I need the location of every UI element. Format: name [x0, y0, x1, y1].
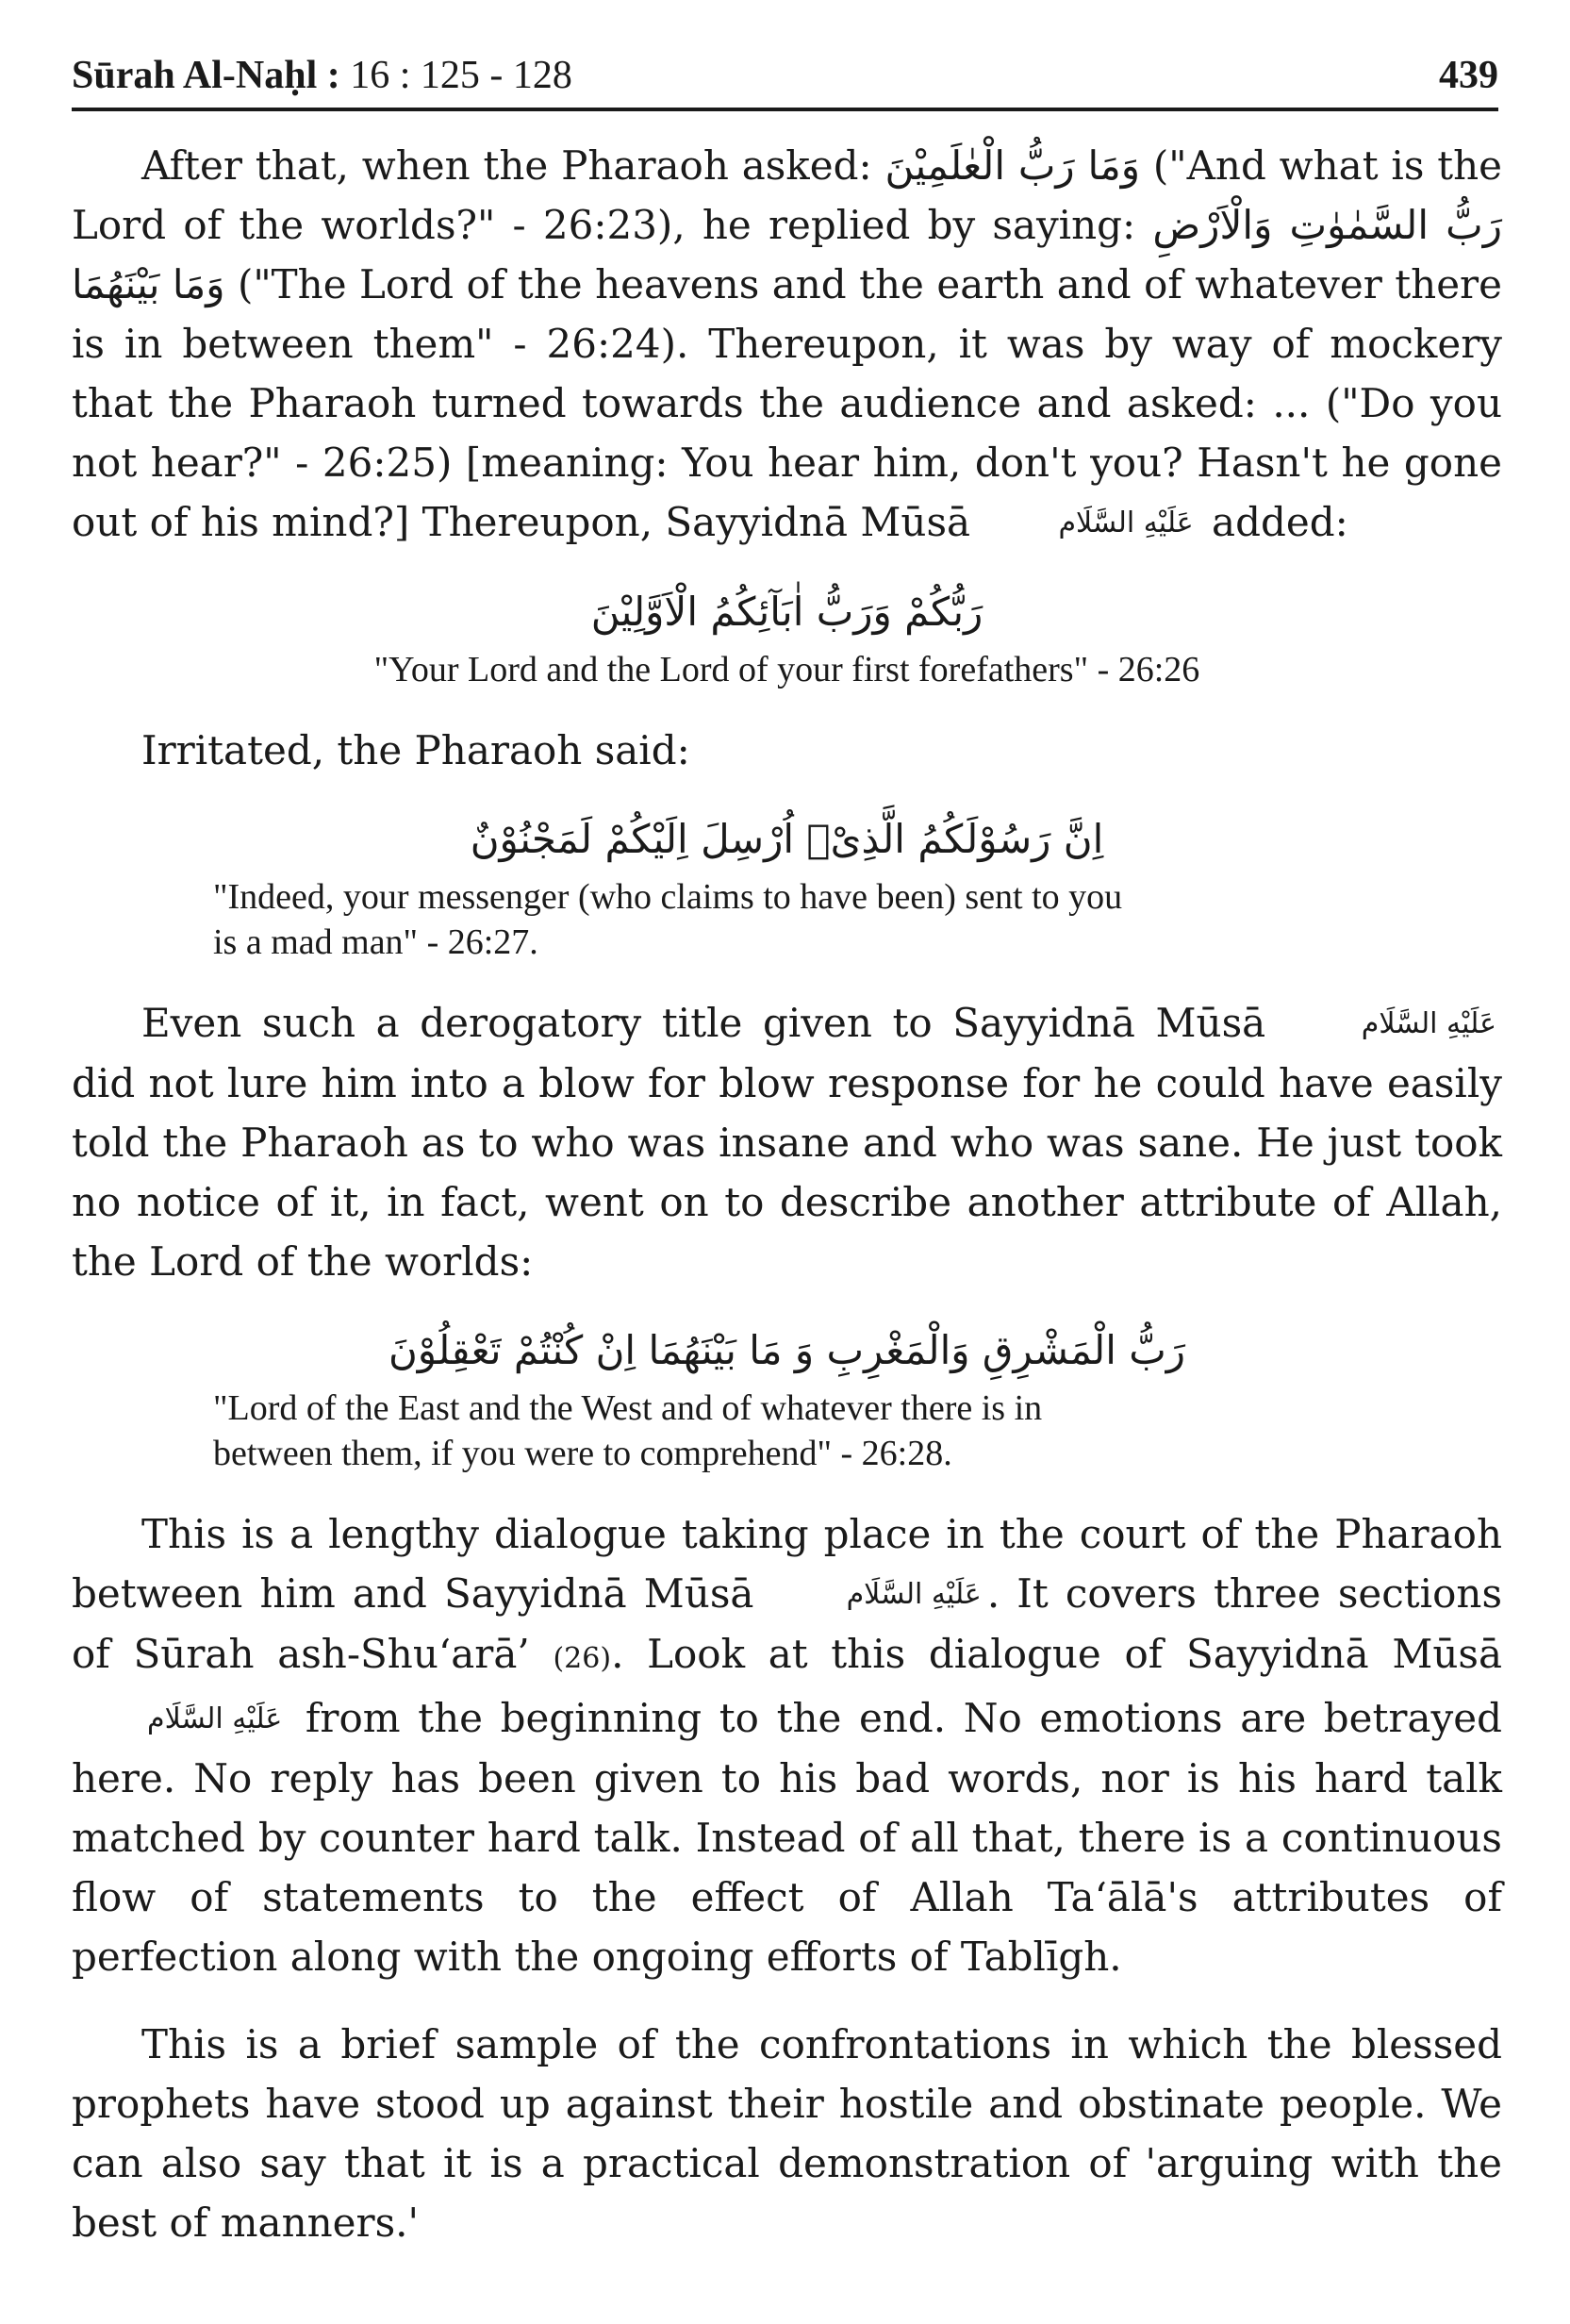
paragraph-5: This is a brief sample of the confrontations in which the blessed prophets have stood up against their hostile and obstinate people. We can also say that it is a practical demonstration of 'arguing with the best of manners.' [72, 2021, 1502, 2246]
arabic-verse-26-28: رَبُّ الْمَشْرِقِ وَالْمَغْرِبِ وَ مَا بَيْنَهُمَا اِنْ كُنْتُمْ تَعْقِلُوْنَ [388, 1327, 1186, 1373]
translation-26-27-line-1: "Indeed, your messenger (who claims to have been) sent to you [213, 877, 1123, 917]
page-number: 439 [1439, 54, 1498, 97]
paragraph-3-end: did not lure him into a blow for blow response for he could have easily told the Pharaoh as to who was insane and who was sane. He just took no notice of it, in fact, went on to describe another attribute of Allah, the Lord of the worlds: [72, 1060, 1502, 1285]
paragraph-2: Irritated, the Pharaoh said: [141, 727, 690, 773]
paragraph-3 [72, 993, 1502, 1291]
paragraph-4-b: . It covers three sections of Sūrah ash-Shu‘arā’ [72, 1570, 1503, 1677]
paragraph-4-a: This is a lengthy dialogue taking place in the court of the Pharaoh between him and Sayyidnā Mūsā [72, 1511, 1502, 1617]
honorific-glyph: عَلَيْهِ السَّلَام [846, 1578, 982, 1611]
paragraph-4 [72, 1504, 1502, 1986]
arabic-verse-26-26: رَبُّكُمْ وَرَبُّ اٰبَآئِكُمُ الْاَوَّلِيْنَ [590, 589, 983, 635]
translation-26-27-line-2: is a mad man" - 26:27. [213, 922, 538, 962]
surah-title [72, 49, 572, 102]
translation-26-28 [213, 1386, 1417, 1476]
surah-number: (26) [553, 1642, 612, 1675]
running-header [72, 49, 1498, 111]
arabic-verse-26-27: اِنَّ رَسُوْلَكُمُ الَّذِیْۤ اُرْسِلَ اِلَيْكُمْ لَمَجْنُوْنٌ [470, 816, 1104, 862]
page-body [72, 136, 1502, 2281]
paragraph-1 [72, 136, 1502, 553]
translation-26-26: "Your Lord and the Lord of your first forefathers" - 26:26 [373, 650, 1200, 689]
surah-name: Sūrah Al-Naḥl : [72, 54, 340, 97]
paragraph-4-c: . Look at this dialogue of Sayyidnā Mūsā [611, 1631, 1502, 1677]
honorific-glyph: عَلَيْهِ السَّلَام [147, 1702, 283, 1735]
verse-reference: 16 : 125 - 128 [350, 54, 572, 97]
paragraph-4-d: from the beginning to the end. No emotions are betrayed here. No reply has been given to his bad words, nor is his hard talk matched by counter hard talk. Instead of all that, there is a continuous flow of statements to the effect of Allah Ta‘ālā's attributes of perfection along with the ongoing efforts of Tablīgh. [72, 1695, 1503, 1980]
paragraph-3-start: Even such a derogatory title given to Sayyidnā Mūsā [141, 1000, 1266, 1046]
honorific-glyph: عَلَيْهِ السَّلَام [1058, 506, 1194, 540]
honorific-glyph: عَلَيْهِ السَّلَام [1361, 1007, 1496, 1040]
translation-26-28-line-1: "Lord of the East and the West and of whatever there is in [213, 1388, 1043, 1428]
paragraph-1-end: added: [1212, 499, 1348, 545]
translation-26-28-line-2: between them, if you were to comprehend" - 26:28. [213, 1434, 952, 1473]
translation-26-27 [213, 874, 1417, 965]
paragraph-1-text: After that, when the Pharaoh asked: وَمَا رَبُّ الْعٰلَمِيْنَ ("And what is the Lord of the worlds?" - 26:23), he replied by saying: رَبُّ السَّمٰوٰتِ وَالْاَرْضِ وَمَا بَيْنَهُمَا ("The Lord of the heavens and the earth and of whatever there is in between them" - 26:24). Thereupon, it was by way of mockery that the Pharaoh turned towards the audience and asked: ... ("Do you not hear?" - 26:25) [meaning: You hear him, don't you? Hasn't he gone out of his mind?] Thereupon, Sayyidnā Mūsā [72, 142, 1502, 545]
